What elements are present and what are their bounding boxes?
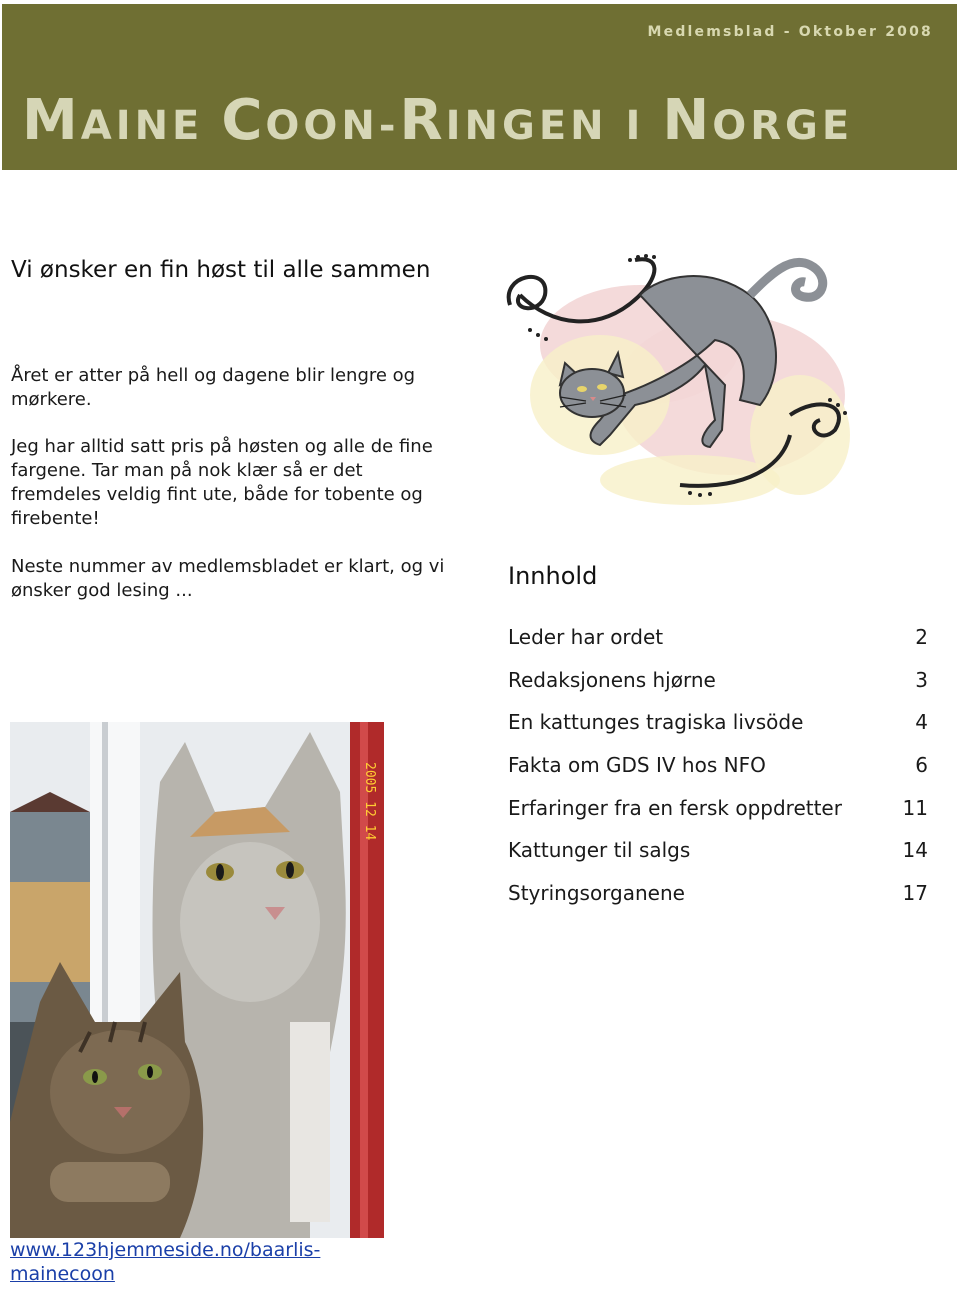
intro-paragraph: Neste nummer av medlemsbladet er klart, og vi ønsker god lesing ...	[11, 556, 445, 601]
toc-page: 6	[915, 753, 928, 778]
toc-title: Leder har ordet	[508, 625, 664, 650]
toc-page: 4	[915, 710, 928, 735]
toc-title: Redaksjonens hjørne	[508, 667, 716, 692]
toc-title: Erfaringer fra en fersk oppdretter	[508, 795, 842, 820]
title-initial: R	[399, 88, 446, 153]
issue-line: Medlemsblad - Oktober 2008	[647, 24, 933, 40]
toc-title: Fakta om GDS IV hos NFO	[508, 753, 766, 778]
stretching-cat-illustration	[490, 235, 870, 520]
toc-page: 11	[902, 795, 928, 820]
toc-title: Kattunger til salgs	[508, 838, 691, 863]
title-initial: C	[221, 88, 266, 153]
toc-row	[508, 744, 928, 787]
toc-page: 3	[915, 667, 928, 692]
newsletter-title	[22, 88, 853, 153]
title-initial: M	[22, 88, 81, 153]
title-part: INGEN I	[445, 103, 663, 149]
title-part: AINE	[80, 103, 222, 149]
table-of-contents	[508, 616, 928, 914]
intro-heading: Vi ønsker en fin høst til alle sammen	[11, 257, 431, 283]
photo-date-stamp: 2005 12 14	[362, 762, 377, 841]
toc-row	[508, 701, 928, 744]
title-part: ORGE	[712, 103, 854, 149]
title-initial: N	[662, 88, 713, 153]
toc-title: En kattunges tragiska livsöde	[508, 710, 804, 735]
toc-title: Styringsorganene	[508, 880, 685, 905]
toc-page: 14	[902, 838, 928, 863]
website-link[interactable]: www.123hjemmeside.no/baarlis-mainecoon	[10, 1239, 321, 1285]
toc-page: 2	[915, 625, 928, 650]
toc-page: 17	[902, 880, 928, 905]
intro-paragraph: Jeg har alltid satt pris på høsten og alle de fine fargene. Tar man på nok klær så er det fremdeles veldig fint ute, både for tobente og firebente!	[11, 436, 433, 529]
toc-row	[508, 872, 928, 915]
title-part: OON-	[265, 103, 400, 149]
masthead-banner	[2, 4, 957, 170]
toc-heading: Innhold	[508, 562, 598, 590]
intro-paragraph: Året er atter på hell og dagene blir lengre og mørkere.	[11, 365, 416, 410]
toc-row	[508, 829, 928, 872]
toc-row	[508, 616, 928, 659]
toc-row	[508, 786, 928, 829]
two-maine-coon-cats-photo	[10, 722, 384, 1238]
toc-row	[508, 659, 928, 702]
